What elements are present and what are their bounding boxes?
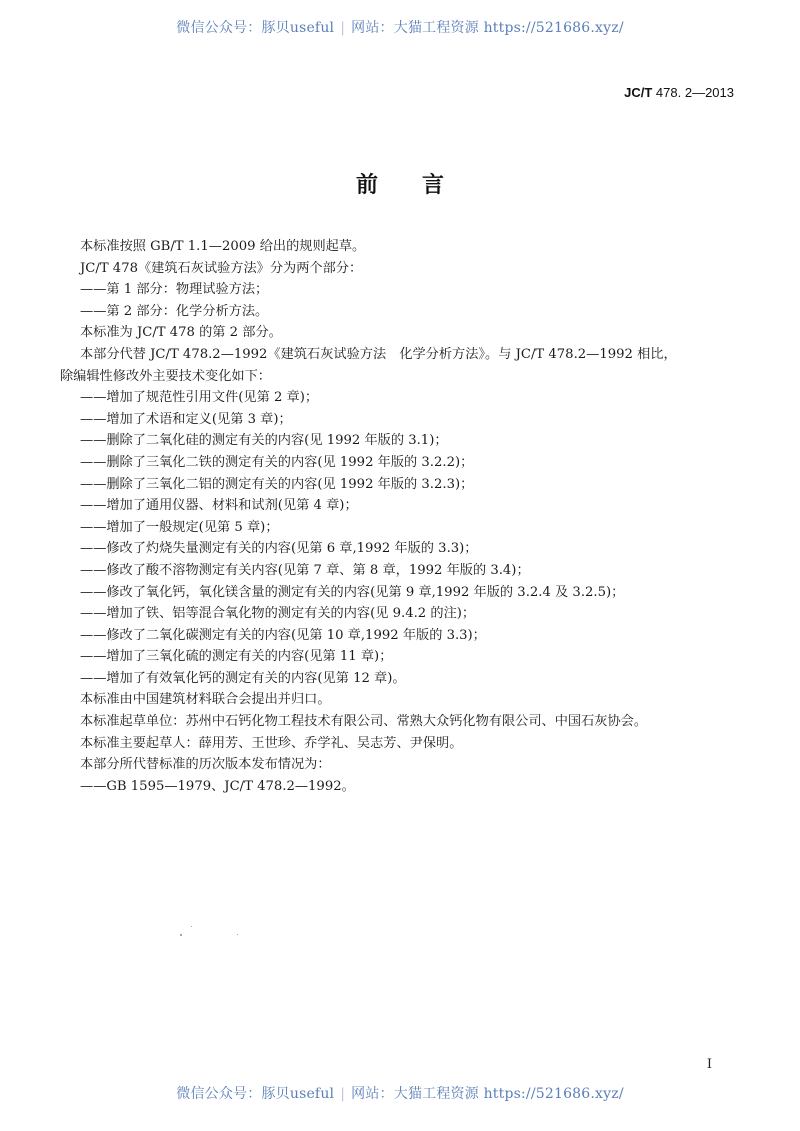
paragraph: 本部分代替 JC/T 478.2—1992《建筑石灰试验方法 化学分析方法》。与 JC/T 478.2—1992 相比， (80, 346, 677, 362)
preface-body (60, 236, 750, 797)
standard-code (624, 85, 734, 100)
list-item: ——删除了二氧化硅的测定有关的内容(见 1992 年版的 3.1)； (80, 433, 448, 449)
list-item: ——删除了三氧化二铁的测定有关的内容(见 1992 年版的 3.2.2)； (80, 454, 474, 470)
paragraph: 本标准主要起草人：薛用芳、王世珍、乔学礼、吴志芳、尹保明。 (80, 735, 463, 751)
list-item: ——修改了酸不溶物测定有关内容(见第 7 章、第 8 章，1992 年版的 3.4)； (80, 562, 530, 578)
scan-speck (237, 934, 238, 935)
list-item: ——增加了术语和定义(见第 3 章)； (80, 411, 292, 427)
list-item: ——修改了二氧化碳测定有关的内容(见第 10 章,1992 年版的 3.3)； (80, 627, 486, 643)
list-item: ——删除了三氧化二铝的测定有关的内容(见 1992 年版的 3.2.3)； (80, 476, 474, 492)
list-item: ——增加了铁、铝等混合氧化物的测定有关的内容(见 9.4.2 的注)； (80, 606, 476, 622)
watermark-wechat: 微信公众号：豚贝useful (176, 20, 335, 36)
list-item: ——增加了一般规定(见第 5 章)； (80, 519, 279, 535)
watermark-site: 网站：大猫工程资源 https://521686.xyz/ (351, 1086, 624, 1102)
list-item: ——第 1 部分：物理试验方法； (80, 282, 269, 298)
watermark-separator: | (340, 20, 346, 36)
paragraph-continuation: 除编辑性修改外主要技术变化如下： (60, 368, 271, 384)
paragraph: 本标准按照 GB/T 1.1—2009 给出的规则起草。 (80, 239, 366, 254)
scan-speck (191, 926, 192, 927)
watermark-separator: | (340, 1086, 346, 1102)
watermark-top (0, 17, 800, 37)
list-item: ——GB 1595—1979、JC/T 478.2—1992。 (80, 778, 355, 794)
page-number: I (706, 1057, 712, 1072)
paragraph: 本标准为 JC/T 478 的第 2 部分。 (80, 325, 282, 341)
scan-speck (180, 934, 182, 936)
list-item: ——增加了通用仪器、材料和试剂(见第 4 章)； (80, 498, 358, 514)
standard-prefix: JC/T (624, 85, 653, 100)
list-item: ——增加了有效氧化钙的测定有关的内容(见第 12 章)。 (80, 670, 406, 686)
paragraph: 本标准起草单位：苏州中石钙化物工程技术有限公司、常熟大众钙化物有限公司、中国石灰协会。 (80, 714, 648, 730)
list-item: ——修改了灼烧失量测定有关的内容(见第 6 章,1992 年版的 3.3)； (80, 541, 478, 557)
list-item: ——第 2 部分：化学分析方法。 (80, 303, 269, 319)
watermark-wechat: 微信公众号：豚贝useful (176, 1086, 335, 1102)
paragraph: 本部分所代替标准的历次版本发布情况为： (80, 757, 331, 773)
list-item: ——增加了三氧化硫的测定有关的内容(见第 11 章)； (80, 649, 393, 665)
watermark-bottom (0, 1083, 800, 1103)
page-title: 前言 (355, 173, 488, 198)
paragraph: 本标准由中国建筑材料联合会提出并归口。 (80, 692, 331, 708)
watermark-site: 网站：大猫工程资源 https://521686.xyz/ (351, 20, 624, 36)
list-item: ——修改了氧化钙，氧化镁含量的测定有关的内容(见第 9 章,1992 年版的 3.2.4 及 3.2.5)； (80, 584, 625, 600)
paragraph: JC/T 478《建筑石灰试验方法》分为两个部分： (80, 260, 363, 276)
list-item: ——增加了规范性引用文件(见第 2 章)； (80, 390, 319, 406)
standard-number: 478. 2—2013 (652, 85, 734, 100)
